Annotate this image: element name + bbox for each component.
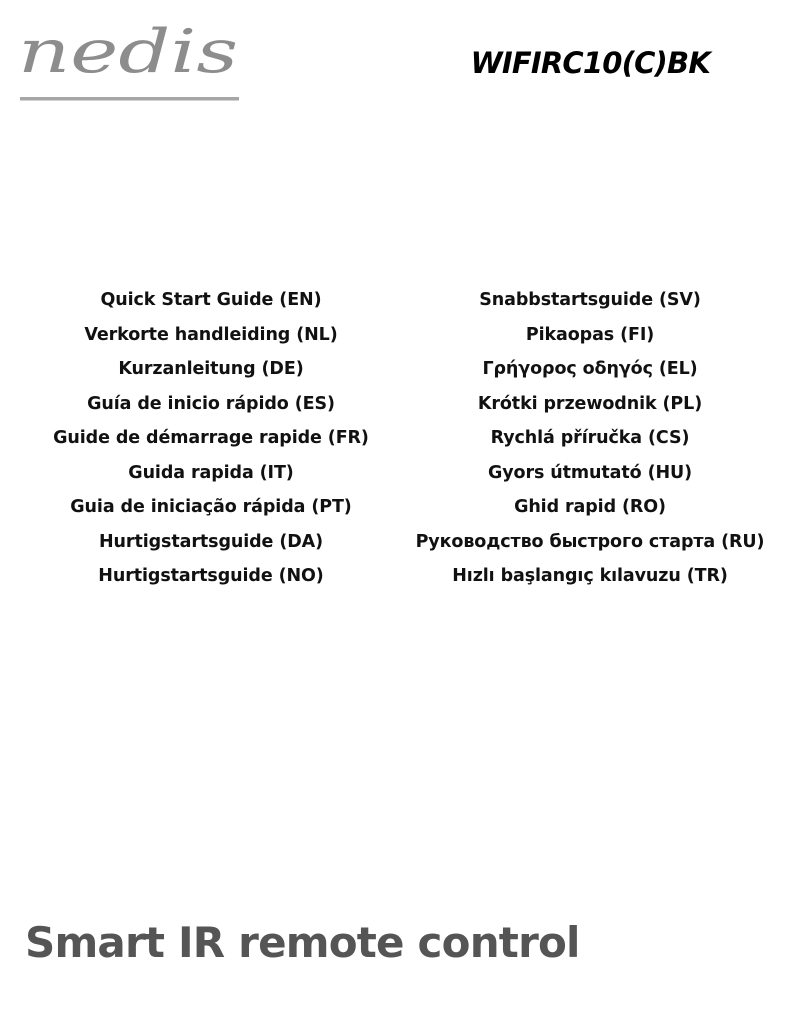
guide-title-pt: Guia de iniciação rápida (PT) [70,497,352,517]
guide-row [0,528,802,563]
guide-row [0,321,802,356]
guide-row [0,355,802,390]
guide-title-sv: Snabbstartsguide (SV) [479,290,701,310]
guide-title-hu: Gyors útmutató (HU) [487,462,693,483]
guide-title-cs: Rychlá příručka (CS) [490,428,690,448]
guide-title-es: Guía de inicio rápido (ES) [87,393,335,414]
guide-row [0,286,802,321]
language-guide-list [0,286,802,597]
guide-row [0,493,802,528]
guide-title-nl: Verkorte handleiding (NL) [84,324,338,345]
guide-title-fr: Guide de démarrage rapide (FR) [53,428,369,448]
guide-title-fi: Pikaopas (FI) [525,324,655,345]
guide-title-tr: Hızlı başlangıç kılavuzu (TR) [452,566,728,586]
guide-row [0,424,802,459]
guide-title-ru: Руководство быстрого старта (RU) [415,531,765,552]
guide-title-no: Hurtigstartsguide (NO) [98,566,324,586]
guide-title-el: Γρήγορος οδηγός (EL) [482,359,698,379]
guide-row [0,459,802,494]
guide-title-it: Guida rapida (IT) [128,462,294,483]
guide-title-ro: Ghid rapid (RO) [514,497,666,517]
model-number: WIFIRC10(C)BK [470,46,710,80]
guide-title-de: Kurzanleitung (DE) [118,359,304,379]
guide-title-pl: Krótki przewodnik (PL) [477,393,703,414]
nedis-wordmark: nedis [18,22,239,87]
guide-row [0,562,802,597]
nedis-logo-graphic [18,22,244,104]
logo-underline [20,97,239,101]
guide-title-en: Quick Start Guide (EN) [100,290,322,310]
guide-title-da: Hurtigstartsguide (DA) [99,531,323,552]
guide-row [0,390,802,425]
nedis-logo [18,22,244,104]
product-title: Smart IR remote control [25,918,580,967]
